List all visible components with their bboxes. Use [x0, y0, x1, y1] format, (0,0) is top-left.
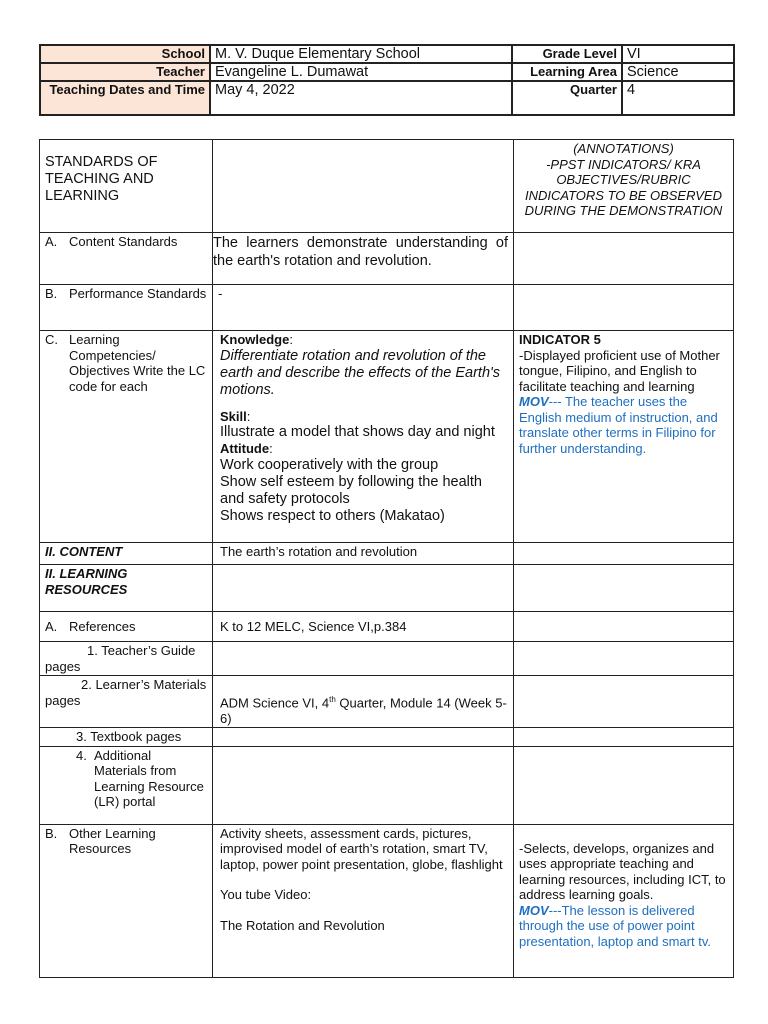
attitude-line: Shows respect to others (Makatao)	[220, 507, 445, 524]
additional-materials-annotation	[514, 746, 734, 824]
content-standards-label-cell	[40, 233, 213, 285]
standards-empty-cell	[213, 140, 514, 233]
teachers-guide-annotation	[514, 642, 734, 676]
additional-materials-label-cell	[40, 746, 213, 824]
teachers-guide-value	[213, 642, 514, 676]
teacher-label: Teacher	[40, 63, 210, 81]
competencies-label: Learning Competencies/ Objectives Write the LC code for each	[69, 332, 206, 394]
textbook-pages-annotation	[514, 728, 734, 747]
mov-label: MOV	[519, 394, 549, 409]
teacher-value: Evangeline L. Dumawat	[210, 63, 512, 81]
teaching-dates-value: May 4, 2022	[210, 81, 512, 115]
references-letter: A.	[45, 618, 58, 634]
performance-standards-cell	[213, 285, 514, 331]
references-annotation	[514, 612, 734, 642]
annotations-header-cell	[514, 140, 734, 233]
other-resources-annotation: -Selects, develops, organizes and uses appropriate teaching and learning resources, including ICT, to address learning goals.	[519, 840, 726, 903]
attitude-line: Show self esteem by following the health and safety protocols	[220, 473, 482, 507]
learning-resources-empty	[213, 565, 514, 612]
learning-area-value: Science	[622, 63, 734, 81]
mov-text: --- The teacher uses the English medium of instruction, and translate other terms in Filipino for further understanding.	[519, 394, 718, 456]
additional-materials-value	[213, 746, 514, 824]
quarter-value: 4	[622, 81, 734, 115]
learners-materials-label: 2. Learner’s Materials pages	[40, 676, 213, 728]
lesson-plan-table	[39, 139, 734, 978]
competencies-label-cell	[40, 331, 213, 543]
quarter-label: Quarter	[512, 81, 622, 115]
annotations-subtitle: -PPST INDICATORS/ KRA OBJECTIVES/RUBRIC INDICATORS TO BE OBSERVED DURING THE DEMONSTRATION	[524, 156, 723, 218]
content-standards-label: Content Standards	[69, 234, 178, 249]
textbook-pages-label: 3. Textbook pages	[40, 728, 213, 747]
skill-text: Illustrate a model that shows day and night	[220, 424, 495, 440]
learners-materials-sup: th	[329, 695, 336, 704]
competencies-cell: Knowledge: Differentiate rotation and revolution of the earth and describe the effects of the Earth's motions. Skill: Illustrate a model that shows day and night Attitude: Work cooperatively with the group Show self esteem by following the health and safety protocols Shows respect to others (Makatao)	[213, 331, 514, 543]
learners-materials-annotation	[514, 676, 734, 728]
learning-area-label: Learning Area	[512, 63, 622, 81]
competencies-letter: C.	[45, 332, 58, 347]
content-standards-annotation-cell	[514, 233, 734, 285]
video-title: The Rotation and Revolution	[220, 917, 385, 933]
learning-resources-annotation	[514, 565, 734, 612]
annotations-title: (ANNOTATIONS)	[573, 141, 674, 156]
learners-materials-cell	[213, 676, 514, 728]
references-text: K to 12 MELC, Science VI,p.384	[213, 612, 514, 642]
textbook-pages-value	[213, 728, 514, 747]
indicator-title: INDICATOR 5	[519, 332, 601, 347]
grade-level-label: Grade Level	[512, 45, 622, 63]
performance-standards-label-cell	[40, 285, 213, 331]
references-label: References	[69, 618, 136, 634]
lesson-header-table	[39, 44, 735, 116]
other-mov-label: MOV	[519, 902, 549, 918]
teachers-guide-label: 1. Teacher’s Guide pages	[40, 642, 213, 676]
content-section-label: II. CONTENT	[40, 543, 213, 565]
youtube-label: You tube Video:	[220, 887, 312, 903]
references-label-cell	[40, 612, 213, 642]
learners-materials-text-rest: Quarter, Module 14 (Week 5-6)	[220, 695, 507, 726]
other-resources-text: Activity sheets, assessment cards, pictures, improvised model of earth’s rotation, smart TV, laptop, power point presentation, globe, flashlight	[220, 825, 503, 872]
skill-label: Skill	[220, 408, 247, 424]
performance-standards-letter: B.	[45, 286, 58, 301]
teaching-dates-label: Teaching Dates and Time	[40, 81, 210, 115]
knowledge-label: Knowledge	[220, 332, 290, 347]
other-resources-cell	[213, 824, 514, 977]
content-standards-letter: A.	[45, 234, 58, 249]
standards-title: STANDARDS OF TEACHING AND LEARNING	[45, 154, 158, 204]
other-mov-text: ---The lesson is delivered through the use of power point presentation, laptop and smart tv.	[519, 902, 711, 949]
school-value: M. V. Duque Elementary School	[210, 45, 512, 63]
learners-materials-text: ADM Science VI, 4	[220, 695, 330, 711]
performance-standards-annotation-cell	[514, 285, 734, 331]
content-standards-cell	[213, 233, 514, 285]
other-resources-letter: B.	[45, 825, 58, 841]
standards-title-cell	[40, 140, 213, 233]
content-section-annotation	[514, 543, 734, 565]
content-standards-text: The learners demonstrate understanding of the earth's rotation and revolution.	[213, 235, 508, 269]
content-section-text: The earth’s rotation and revolution	[213, 543, 514, 565]
indicator-cell	[514, 331, 734, 543]
attitude-label: Attitude	[220, 441, 270, 456]
other-resources-label: Other Learning Resources	[69, 825, 156, 857]
indicator-text: -Displayed proficient use of Mother tongue, Filipino, and English to facilitate teaching and learning	[519, 347, 720, 394]
school-label: School	[40, 45, 210, 63]
knowledge-text: Differentiate rotation and revolution of the earth and describe the effects of the Earth's motions.	[220, 347, 501, 398]
performance-standards-text: -	[218, 286, 223, 301]
additional-materials-num: 4.	[76, 747, 87, 763]
grade-level-value: VI	[622, 45, 734, 63]
performance-standards-label: Performance Standards	[69, 286, 207, 301]
additional-materials-label: Additional Materials from Learning Resource (LR) portal	[94, 747, 204, 810]
learning-resources-label: II. LEARNING RESOURCES	[40, 565, 213, 612]
attitude-line: Work cooperatively with the group	[220, 456, 439, 473]
other-resources-annotation-cell	[514, 824, 734, 977]
other-resources-label-cell	[40, 824, 213, 977]
